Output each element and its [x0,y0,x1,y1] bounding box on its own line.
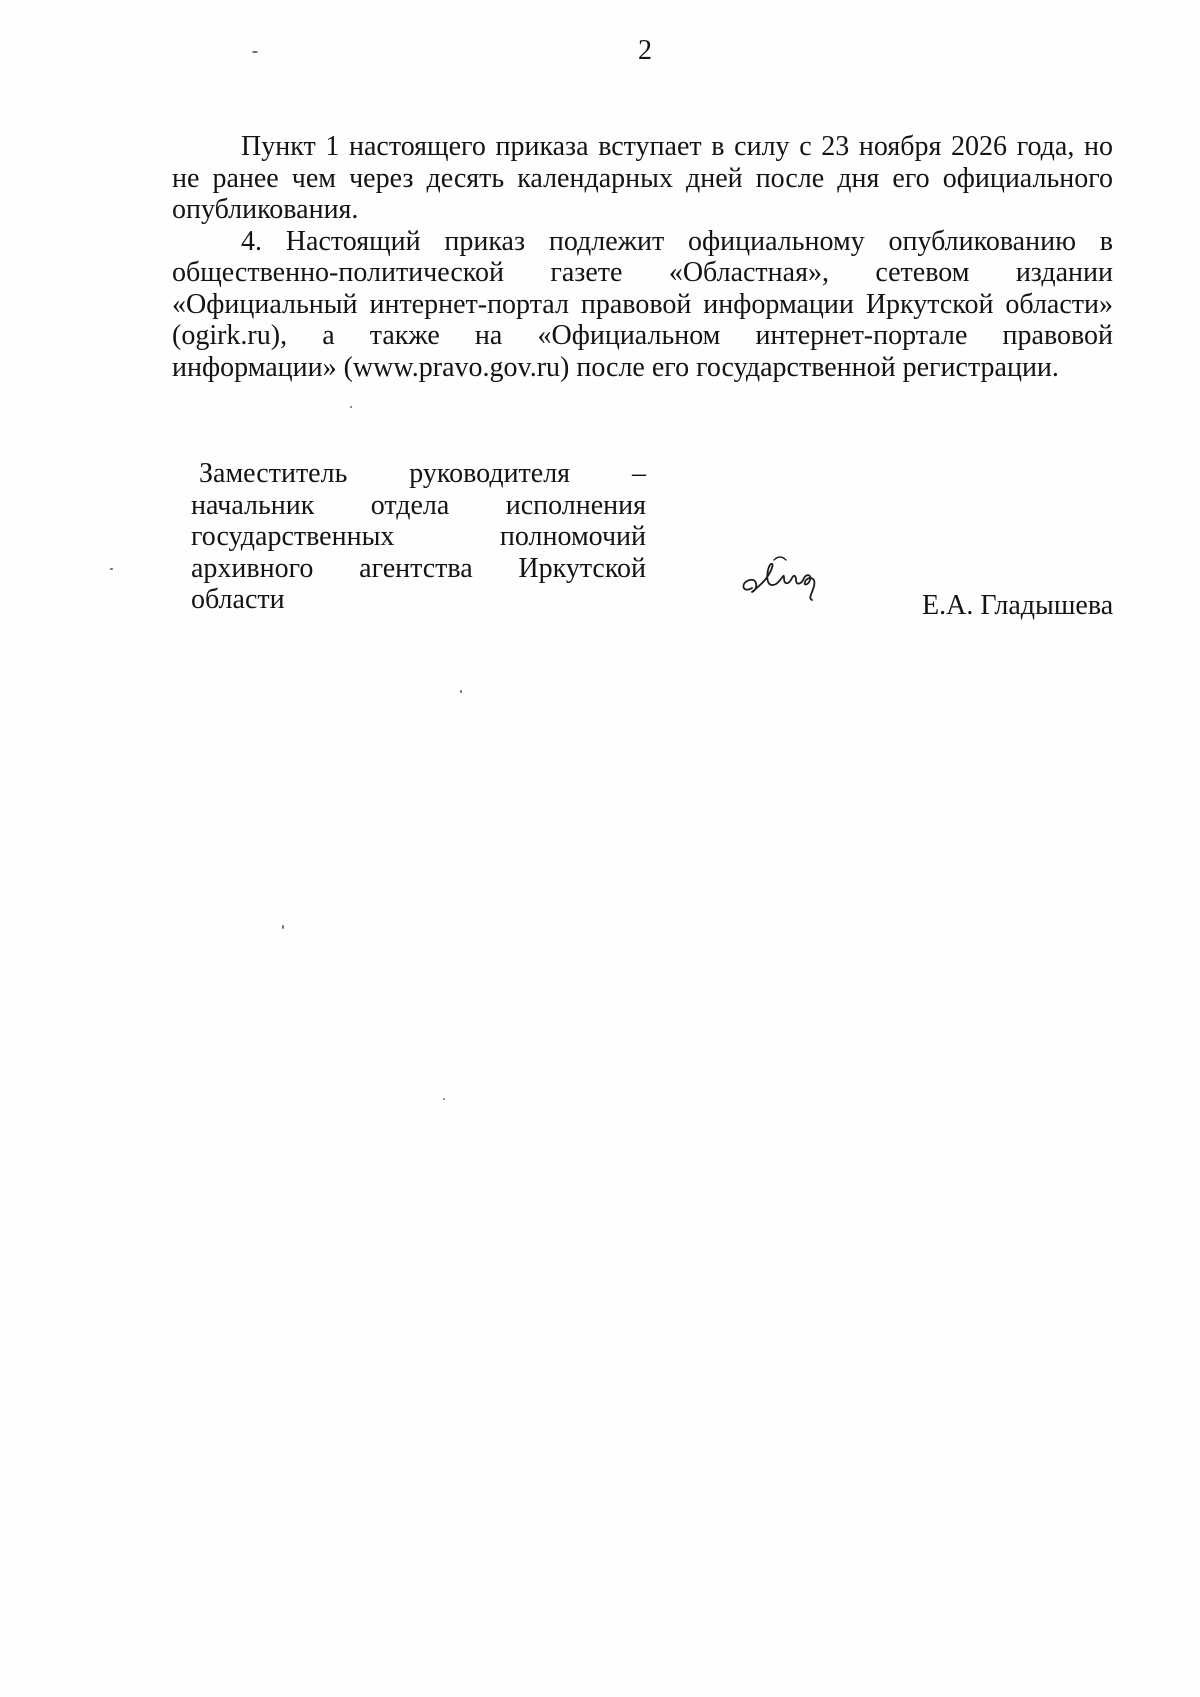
paragraph-publication: 4. Настоящий приказ подлежит официальному опубликованию в общественно-политической газете «Областная», сетевом издании «Официальный интернет-портал правовой информации Иркутской области» (ogirk.ru), а также на «Официальном интернет-портале правовой информации» (www.pravo.gov.ru) после его государственной регистрации. [172,225,1113,383]
scan-speck [110,568,113,570]
document-body [172,131,1113,383]
position-line: начальник отдела исполнения [191,489,646,521]
scan-speck [443,1098,445,1100]
position-line: области [191,584,285,615]
scan-speck [282,925,284,929]
position-line: архивного агентства Иркутской [191,552,646,584]
scan-speck [460,690,462,693]
position-line: государственных полномочий [191,521,646,552]
handwritten-signature [738,548,838,608]
signer-name: Е.А. Гладышева [922,590,1114,621]
scan-speck [252,51,258,53]
signatory-position [191,458,646,616]
paragraph-effective-date: Пункт 1 настоящего приказа вступает в силу с 23 ноября 2026 года, но не ранее чем через десять календарных дней после дня его официального опубликования. [172,131,1113,225]
page-number: 2 [638,35,652,66]
position-line: Заместитель руководителя – [199,458,646,489]
scan-speck [350,406,352,408]
